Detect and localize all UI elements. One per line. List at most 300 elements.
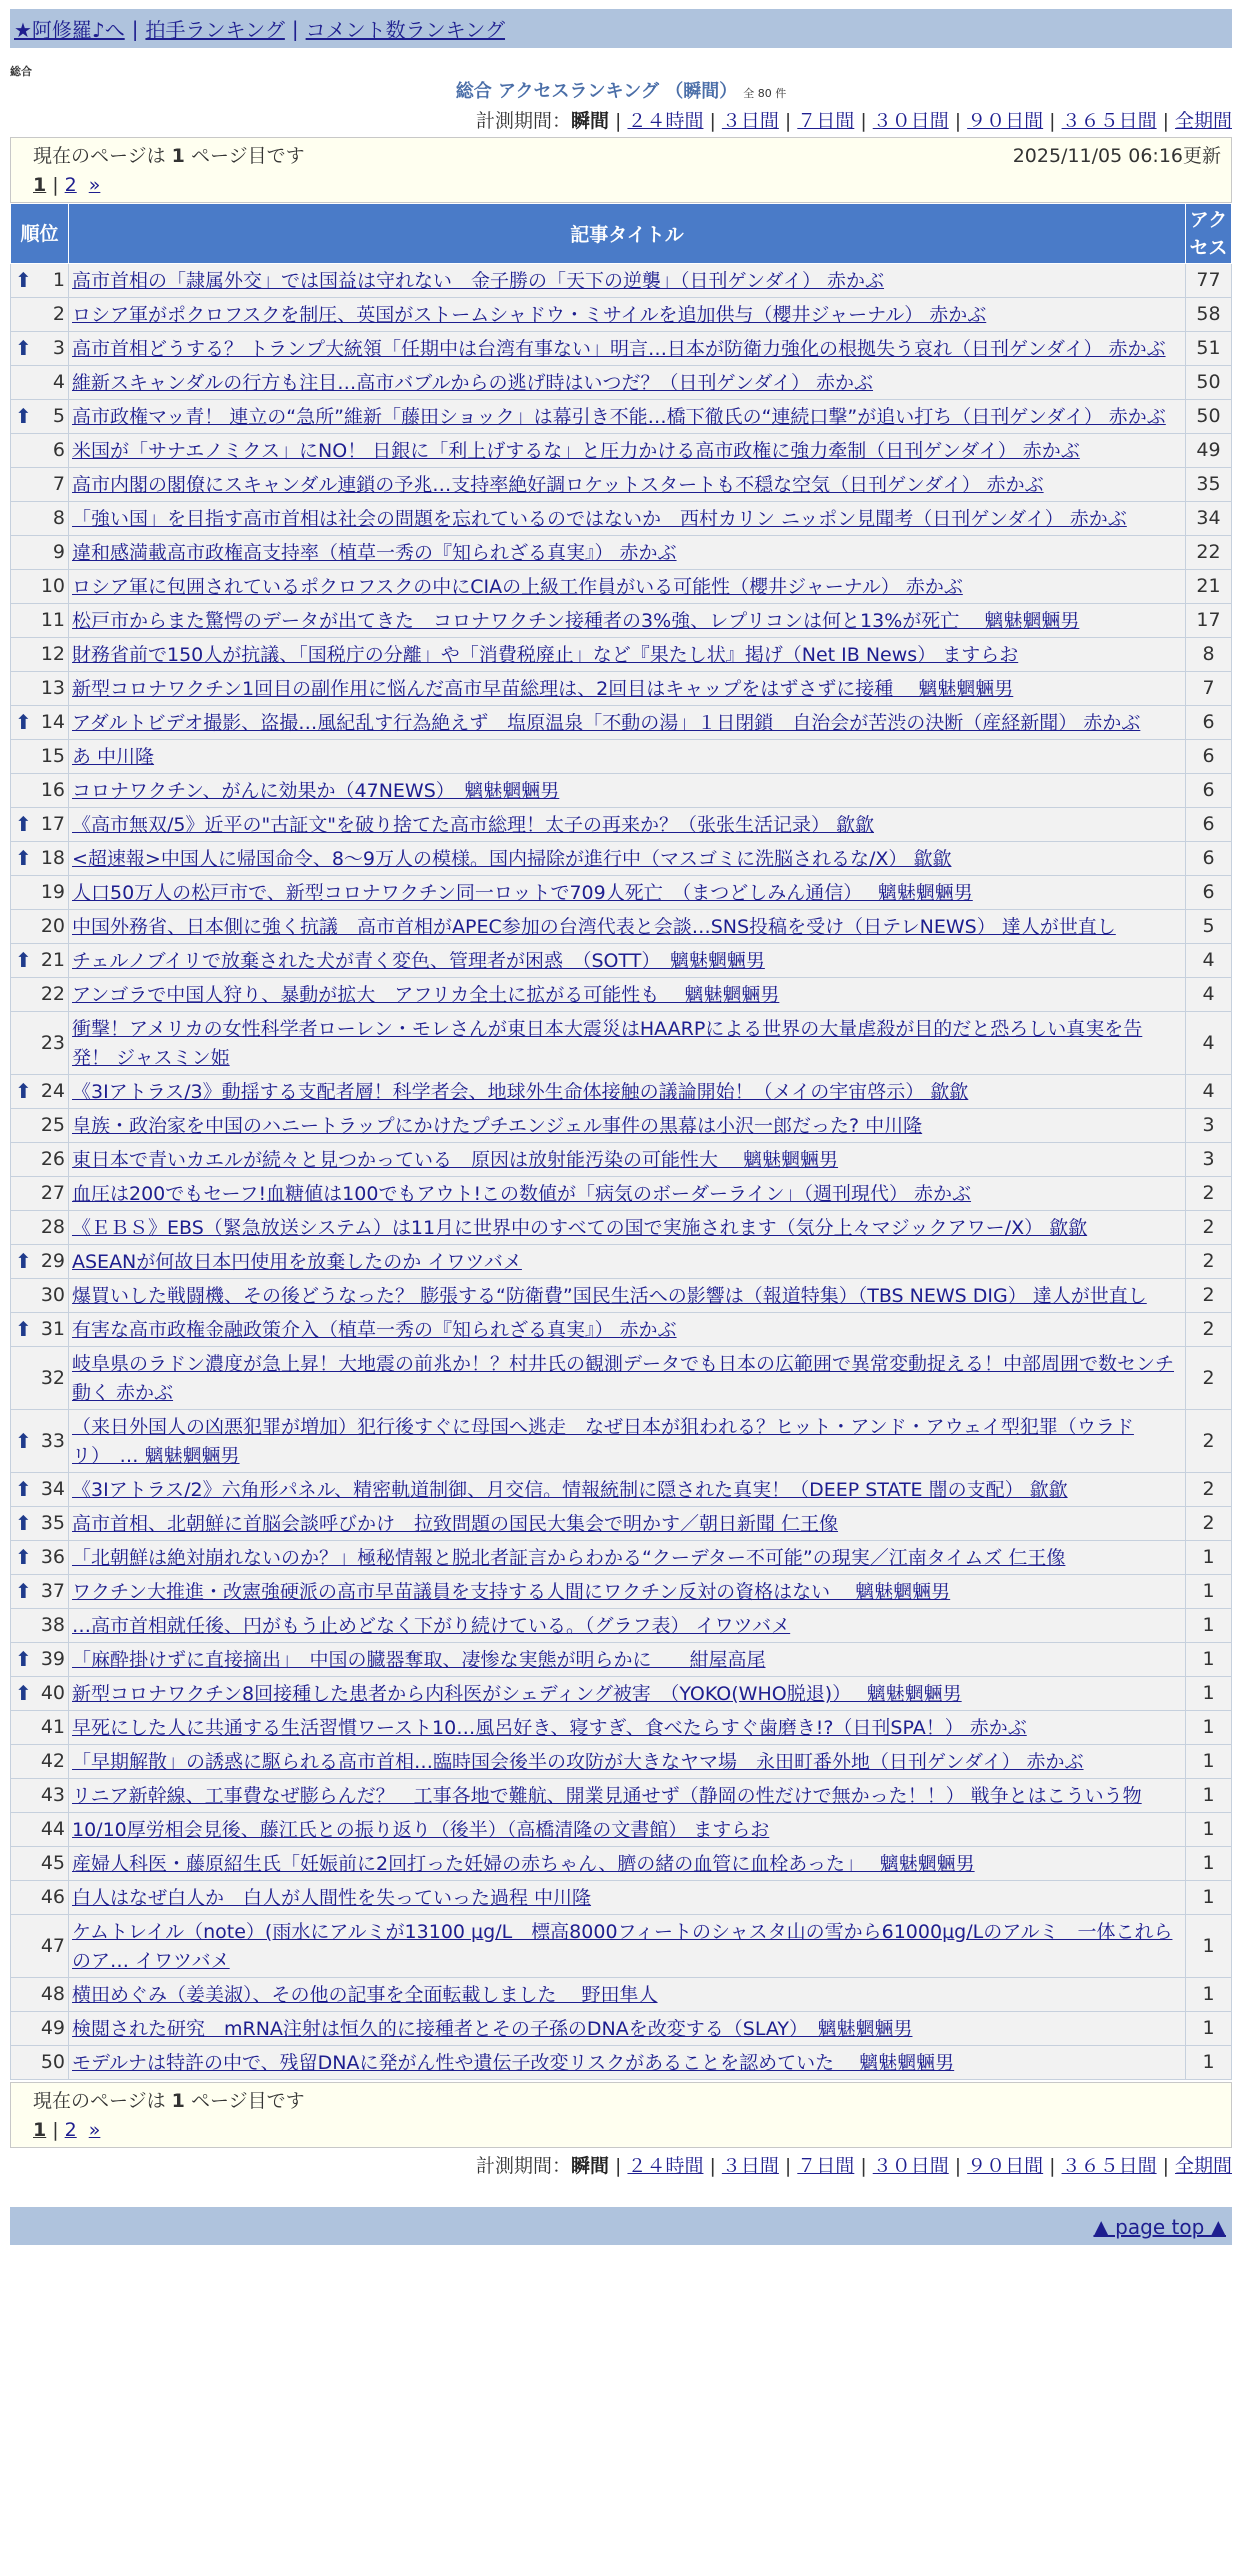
breadcrumb: 総合 [10,65,32,78]
period-label: 計測期間： [476,2155,572,2177]
access-count: 1 [1186,1643,1232,1677]
table-row [11,1245,1232,1279]
article-link[interactable]: 「早期解散」の誘惑に駆られる高市首相…臨時国会後半の攻防が大きなヤマ場 永田町番外地（日刊ゲンダイ） 赤かぶ [72,1751,1084,1773]
page-title-text: 総合 アクセスランキング （瞬間） [455,81,738,102]
rank-number: 22 [40,983,65,1005]
title-cell [69,468,1186,502]
updated-timestamp: 2025/11/05 06:16更新 [1012,145,1221,167]
rank-number: 36 [40,1546,65,1568]
rank-cell [11,1313,69,1347]
article-link[interactable]: 人口50万人の松戸市で、新型コロナワクチン同一ロットで709人死亡 （まつどしみん通信） 魑魅魍魎男 [72,882,973,904]
rank-cell [11,1847,69,1881]
period-label: 計測期間： [476,110,572,132]
rank-cell [11,1279,69,1313]
rank-number: 39 [40,1648,65,1670]
access-count: 3 [1186,1109,1232,1143]
title-cell [69,1813,1186,1847]
period-link[interactable]: ３６５日間 [1061,110,1157,132]
rank-number: 5 [52,405,65,427]
title-cell [69,1575,1186,1609]
rank-number: 41 [40,1716,65,1738]
title-cell [69,1847,1186,1881]
table-row [11,298,1232,332]
next-page-link[interactable]: » [88,174,101,196]
access-count: 6 [1186,706,1232,740]
period-separator: | [860,2155,867,2177]
rank-cell [11,1575,69,1609]
article-link[interactable]: 《3Iアトラス/3》動揺する支配者層！科学者会、地球外生命体接触の議論開始！（メイの宇宙啓示） 歙歙 [72,1081,969,1103]
period-current: 瞬間 [571,2155,610,2177]
rank-number: 20 [40,915,65,937]
access-count: 5 [1186,910,1232,944]
article-link[interactable]: 高市首相どうする？ トランプ大統領「任期中は台湾有事ない」明言…日本が防衛力強化の根拠失う哀れ（日刊ゲンダイ） 赤かぶ [72,338,1166,360]
article-link[interactable]: 皇族・政治家を中国のハニートラップにかけたプチエンジェル事件の黒幕は小沢一郎だった? 中川隆 [72,1115,923,1137]
article-link[interactable]: 東日本で青いカエルが続々と見つかっている 原因は放射能汚染の可能性大 魑魅魍魎男 [72,1149,839,1171]
access-count: 34 [1186,502,1232,536]
rank-number: 21 [40,949,65,971]
table-row [11,672,1232,706]
home-link[interactable]: ★阿修羅♪へ [14,18,125,42]
period-separator: | [860,110,867,132]
article-link[interactable]: あ 中川隆 [72,746,155,768]
access-count: 77 [1186,264,1232,298]
article-link[interactable]: モデルナは特許の中で、残留DNAに発がん性や遺伝子改変リスクがあることを認めていた 魑魅魍魎男 [72,2052,955,2074]
rank-cell [11,672,69,706]
title-cell [69,1012,1186,1075]
rank-number: 9 [52,541,65,563]
table-row [11,1012,1232,1075]
access-count: 7 [1186,672,1232,706]
article-link[interactable]: 財務省前で150人が抗議、「国税庁の分離」や「消費税廃止」など『果たし状』掲げ（Net IB News） ますらお [72,644,1019,666]
table-row [11,2012,1232,2046]
table-row [11,1609,1232,1643]
period-separator: | [1162,2155,1169,2177]
access-count: 1 [1186,1813,1232,1847]
title-cell [69,672,1186,706]
rank-number: 43 [40,1784,65,1806]
rank-number: 17 [40,813,65,835]
table-row [11,366,1232,400]
title-cell [69,1978,1186,2012]
table-row [11,1881,1232,1915]
period-link[interactable]: ９０日間 [967,2155,1044,2177]
table-row [11,638,1232,672]
access-count: 6 [1186,876,1232,910]
page-2-link[interactable]: 2 [64,2119,77,2141]
rank-number: 11 [40,609,65,631]
title-cell [69,264,1186,298]
period-separator: | [784,110,792,132]
period-link[interactable]: ２４時間 [627,2155,704,2177]
period-link[interactable]: ２４時間 [627,110,704,132]
comment-ranking-link[interactable]: コメント数ランキング [305,18,506,42]
next-page-link[interactable]: » [88,2119,101,2141]
title-cell [69,2046,1186,2080]
rank-number: 7 [52,473,65,495]
access-count: 1 [1186,1915,1232,1978]
table-row [11,1575,1232,1609]
rank-up-icon: ⬆ [15,1579,32,1603]
current-page-info: 現在のページは 1 ページ目です [33,145,305,167]
page-current: 1 [33,2119,47,2141]
rank-number: 6 [52,439,65,461]
rank-number: 25 [40,1114,65,1136]
title-cell [69,604,1186,638]
period-current: 瞬間 [571,110,610,132]
access-count: 50 [1186,400,1232,434]
table-row [11,1847,1232,1881]
ranking-table [10,203,1232,2080]
access-count: 1 [1186,1711,1232,1745]
article-link[interactable]: 中国外務省、日本側に強く抗議 高市首相がAPEC参加の台湾代表と会談…SNS投稿を受け（日テレNEWS） 達人が世直し [72,916,1116,938]
access-count: 17 [1186,604,1232,638]
article-link[interactable]: 早死にした人に共通する生活習慣ワースト10…風呂好き、寝すぎ、食べたらすぐ歯磨き!?（日刊SPA！） 赤かぶ [72,1717,1027,1739]
period-link[interactable]: ３０日間 [872,2155,949,2177]
title-cell [69,1410,1186,1473]
rank-number: 24 [40,1080,65,1102]
title-cell [69,944,1186,978]
access-count: 50 [1186,366,1232,400]
period-separator: | [709,110,716,132]
table-row [11,1075,1232,1109]
article-link[interactable]: ASEANが何故日本円使用を放棄したのか イワツバメ [72,1251,522,1273]
rank-cell [11,366,69,400]
table-row [11,842,1232,876]
access-count: 1 [1186,1978,1232,2012]
pagination-top [10,137,1232,203]
nav-separator: | [131,16,139,41]
table-row [11,1507,1232,1541]
period-separator: | [615,110,622,132]
title-column-header: 記事タイトル [69,204,1186,264]
article-link[interactable]: 白人はなぜ白人か 白人が人間性を失っていった過程 中川隆 [72,1887,592,1909]
rank-up-icon: ⬆ [15,268,32,292]
article-link[interactable]: 産婦人科医・藤原紹生氏「妊娠前に2回打った妊婦の赤ちゃん、臍の緒の血管に血栓あった」 魑魅魍魎男 [72,1853,975,1875]
rank-cell [11,1609,69,1643]
article-link[interactable]: 《ＥＢＳ》EBS（緊急放送システム）は11月に世界中のすべての国で実施されます（気分上々マジックアワー/X） 歙歙 [72,1217,1088,1239]
access-count: 22 [1186,536,1232,570]
article-link[interactable]: 「強い国」を目指す高市首相は社会の問題を忘れているのではないか 西村カリン ニッポン見聞考（日刊ゲンダイ） 赤かぶ [72,508,1127,530]
access-count: 2 [1186,1313,1232,1347]
access-count: 6 [1186,740,1232,774]
period-separator: | [954,110,962,132]
access-count: 6 [1186,808,1232,842]
rank-up-icon: ⬆ [15,336,32,360]
rank-cell [11,1745,69,1779]
title-cell [69,1779,1186,1813]
rank-cell [11,876,69,910]
access-count: 6 [1186,774,1232,808]
period-selector-bottom [10,2152,1232,2182]
rank-number: 49 [40,2017,65,2039]
rank-cell [11,842,69,876]
title-cell [69,910,1186,944]
rank-number: 48 [40,1983,65,2005]
article-link[interactable]: …高市首相就任後、円がもう止めどなく下がり続けている。（グラフ表） イワツバメ [72,1615,791,1637]
article-link[interactable]: 違和感満載高市政権高支持率（植草一秀の『知られざる真実』） 赤かぶ [72,542,677,564]
access-count: 1 [1186,2012,1232,2046]
title-cell [69,1643,1186,1677]
rank-cell [11,910,69,944]
period-link[interactable]: ３６５日間 [1061,2155,1157,2177]
rank-cell [11,1473,69,1507]
rank-number: 14 [40,711,65,733]
article-link[interactable]: 血圧は200でもセーフ!血糖値は100でもアウト!この数値が「病気のボーダーライン」（週刊現代） 赤かぶ [72,1183,972,1205]
table-row [11,502,1232,536]
page-title [10,77,1232,107]
table-row [11,1410,1232,1473]
period-link[interactable]: ３日間 [721,2155,779,2177]
access-count: 4 [1186,978,1232,1012]
rank-cell [11,1711,69,1745]
article-link[interactable]: 維新スキャンダルの行方も注目…高市バブルからの逃げ時はいつだ？（日刊ゲンダイ） 赤かぶ [72,372,874,394]
table-row [11,2046,1232,2080]
access-count: 2 [1186,1211,1232,1245]
table-row [11,570,1232,604]
table-row [11,1745,1232,1779]
table-row [11,536,1232,570]
article-link[interactable]: チェルノブイリで放棄された犬が青く変色、管理者が困惑 （SOTT） 魑魅魍魎男 [72,950,765,972]
page-top-link[interactable]: ▲ page top ▲ [1093,2215,1226,2239]
article-link[interactable]: 新型コロナワクチン8回接種した患者から内科医がシェディング被害 （YOKO(WHO脱退)） 魑魅魍魎男 [72,1683,962,1705]
article-link[interactable]: 高市政権マッ青！ 連立の“急所”維新「藤田ショック」は幕引き不能…橋下徹氏の“連続口撃”が追い打ち（日刊ゲンダイ） 赤かぶ [72,406,1166,428]
rank-up-icon: ⬆ [15,404,32,428]
article-link[interactable]: （来日外国人の凶悪犯罪が増加）犯行後すぐに母国へ逃走 なぜ日本が狙われる？ヒット・アンド・アウェイ型犯罪（ウラドリ） … 魑魅魍魎男 [72,1416,1134,1467]
item-count: 全 80 件 [743,87,787,100]
title-cell [69,1915,1186,1978]
rank-cell [11,1075,69,1109]
table-row [11,978,1232,1012]
article-link[interactable]: コロナワクチン、がんに効果か（47NEWS） 魑魅魍魎男 [72,780,560,802]
title-cell [69,1881,1186,1915]
rank-up-icon: ⬆ [15,1428,32,1453]
rank-number: 33 [40,1429,65,1452]
table-row [11,1279,1232,1313]
rank-cell [11,1881,69,1915]
table-row [11,434,1232,468]
access-count: 1 [1186,1745,1232,1779]
access-count: 1 [1186,1779,1232,1813]
access-count: 2 [1186,1245,1232,1279]
title-cell [69,1279,1186,1313]
access-column-header: アクセス [1186,204,1232,264]
rank-number: 38 [40,1614,65,1636]
period-link[interactable]: ３０日間 [872,110,949,132]
rank-number: 42 [40,1750,65,1772]
access-count: 1 [1186,1881,1232,1915]
rank-cell [11,400,69,434]
rank-up-icon: ⬆ [15,948,32,972]
rank-cell [11,468,69,502]
table-row [11,1779,1232,1813]
article-link[interactable]: ワクチン大推進・改憲強硬派の高市早苗議員を支持する人間にワクチン反対の資格はない 魑魅魍魎男 [72,1581,951,1603]
title-cell [69,1177,1186,1211]
rank-number: 4 [52,371,65,393]
table-row [11,400,1232,434]
rank-number: 3 [52,337,65,359]
rank-cell [11,1541,69,1575]
rank-cell [11,1410,69,1473]
period-link[interactable]: ７日間 [797,110,855,132]
rank-cell [11,1143,69,1177]
article-link[interactable]: 「麻酔掛けずに直接摘出」 中国の臓器奪取、凄惨な実態が明らかに 紺屋高尾 [72,1649,766,1671]
rank-number: 8 [52,507,65,529]
access-count: 58 [1186,298,1232,332]
article-link[interactable]: 10/10厚労相会見後、藤江氏との振り返り（後半）（高橋清隆の文書館） ますらお [72,1819,770,1841]
access-count: 1 [1186,1847,1232,1881]
article-link[interactable]: 有害な高市政権金融政策介入（植草一秀の『知られざる真実』） 赤かぶ [72,1319,677,1341]
access-count: 4 [1186,944,1232,978]
title-cell [69,1711,1186,1745]
rank-cell [11,434,69,468]
rank-number: 10 [40,575,65,597]
article-link[interactable]: 新型コロナワクチン1回目の副作用に悩んだ高市早苗総理は、2回目はキャップをはずさずに接種 魑魅魍魎男 [72,678,1014,700]
article-link[interactable]: 衝撃！アメリカの女性科学者ローレン・モレさんが東日本大震災はHAARPによる世界の大量虐殺が目的だと恐ろしい真実を告発！ ジャスミン姫 [72,1018,1143,1069]
page-current: 1 [33,174,47,196]
nav-separator: | [291,16,299,41]
title-cell [69,1745,1186,1779]
table-row [11,1915,1232,1978]
period-selector-top [10,107,1232,137]
period-link[interactable]: 全期間 [1174,110,1232,132]
article-link[interactable]: 「北朝鮮は絶対崩れないのか？」極秘情報と脱北者証言からわかる“クーデター不可能”の現実／江南タイムズ 仁王像 [72,1547,1066,1569]
rank-number: 29 [40,1250,65,1272]
rank-cell [11,1813,69,1847]
title-cell [69,1609,1186,1643]
article-link[interactable]: <超速報>中国人に帰国命令、8～9万人の模様。国内掃除が進行中（マスゴミに洗脳されるな/X） 歙歙 [72,848,952,870]
table-row [11,1211,1232,1245]
title-cell [69,1507,1186,1541]
rank-cell [11,2012,69,2046]
title-cell [69,1347,1186,1410]
article-link[interactable]: アンゴラで中国人狩り、暴動が拡大 アフリカ全土に拡がる可能性も 魑魅魍魎男 [72,984,780,1006]
rank-number: 26 [40,1148,65,1170]
access-count: 1 [1186,1609,1232,1643]
article-link[interactable]: 《3Iアトラス/2》六角形パネル、精密軌道制御、月交信。情報統制に隠された真実！（DEEP STATE 闇の支配） 歙歙 [72,1479,1068,1501]
rank-number: 47 [40,1934,65,1957]
top-nav-bar [10,9,1232,48]
article-link[interactable]: 松戸市からまた驚愕のデータが出てきた コロナワクチン接種者の3%強、レプリコンは何と13%が死亡 魑魅魍魎男 [72,610,1080,632]
page-links: 1 | 2 » [33,174,101,196]
article-link[interactable]: 《高市無双/5》近平の"古証文"を破り捨てた高市総理！太子の再来か？（张张生活记录） 歙歙 [72,814,875,836]
table-row [11,1313,1232,1347]
table-row [11,774,1232,808]
article-link[interactable]: 岐阜県のラドン濃度が急上昇！大地震の前兆か！？村井氏の観測データでも日本の広範囲で異常変動捉える！中部周囲で数センチ動く 赤かぶ [72,1353,1175,1404]
table-row [11,1813,1232,1847]
period-link[interactable]: 全期間 [1174,2155,1232,2177]
rank-up-icon: ⬆ [15,1249,32,1273]
rank-cell [11,502,69,536]
article-link[interactable]: リニア新幹線、工事費なぜ膨らんだ？ 工事各地で難航、開業見通せず（静岡の性だけで無かった！！） 戦争とはこういう物 [72,1785,1142,1807]
rank-cell [11,1677,69,1711]
rank-cell [11,1012,69,1075]
table-row [11,1978,1232,2012]
article-link[interactable]: ロシア軍に包囲されているポクロフスクの中にCIAの上級工作員がいる可能性（櫻井ジャーナル） 赤かぶ [72,576,963,598]
period-link[interactable]: ９０日間 [967,110,1044,132]
rank-number: 12 [40,643,65,665]
rank-number: 30 [40,1284,65,1306]
table-row [11,1473,1232,1507]
period-separator: | [784,2155,792,2177]
rank-cell [11,604,69,638]
table-row [11,876,1232,910]
article-link[interactable]: 爆買いした戦闘機、その後どうなった？ 膨張する“防衛費”国民生活への影響は（報道特集）（TBS NEWS DIG） 達人が世直し [72,1285,1147,1307]
rank-cell [11,706,69,740]
rank-cell [11,1109,69,1143]
table-row [11,740,1232,774]
rank-up-icon: ⬆ [15,1079,32,1103]
clap-ranking-link[interactable]: 拍手ランキング [145,18,285,42]
article-link[interactable]: 米国が「サナエノミクス」にNO！ 日銀に「利上げするな」と圧力かける高市政権に強力牽制（日刊ゲンダイ） 赤かぶ [72,440,1080,462]
rank-up-icon: ⬆ [15,846,32,870]
access-count: 1 [1186,2046,1232,2080]
article-link[interactable]: 高市首相の「隷属外交」では国益は守れない 金子勝の「天下の逆襲」（日刊ゲンダイ） 赤かぶ [72,270,885,292]
article-link[interactable]: 高市首相、北朝鮮に首脳会談呼びかけ 拉致問題の国民大集会で明かす／朝日新聞 仁王像 [72,1513,839,1535]
footer-bar [10,2207,1232,2245]
rank-cell [11,2046,69,2080]
title-cell [69,638,1186,672]
article-link[interactable]: ケムトレイル（note）(雨水にアルミが13100 μg/L 標高8000フィートのシャスタ山の雪から61000μg/Lのアルミ 一体これらのア… イワツバメ [72,1921,1173,1972]
period-separator: | [1049,2155,1056,2177]
access-count: 51 [1186,332,1232,366]
title-cell [69,978,1186,1012]
period-separator: | [1049,110,1056,132]
access-count: 6 [1186,842,1232,876]
access-count: 2 [1186,1347,1232,1410]
period-separator: | [615,2155,622,2177]
rank-number: 23 [40,1031,65,1054]
period-link[interactable]: ３日間 [721,110,779,132]
rank-cell [11,536,69,570]
access-count: 4 [1186,1012,1232,1075]
title-cell [69,400,1186,434]
rank-cell [11,944,69,978]
article-link[interactable]: 検閲された研究 mRNA注射は恒久的に接種者とその子孫のDNAを改変する（SLAY） 魑魅魍魎男 [72,2018,913,2040]
rank-cell [11,1347,69,1410]
article-link[interactable]: ロシア軍がポクロフスクを制圧、英国がストームシャドウ・ミサイルを追加供与（櫻井ジャーナル） 赤かぶ [72,304,987,326]
access-count: 1 [1186,1677,1232,1711]
rank-number: 50 [40,2051,65,2073]
period-link[interactable]: ７日間 [797,2155,855,2177]
rank-up-icon: ⬆ [15,1545,32,1569]
page-2-link[interactable]: 2 [64,174,77,196]
rank-number: 13 [40,677,65,699]
rank-cell [11,1915,69,1978]
title-cell [69,1143,1186,1177]
article-link[interactable]: 高市内閣の閣僚にスキャンダル連鎖の予兆…支持率絶好調ロケットスタートも不穏な空気（日刊ゲンダイ） 赤かぶ [72,474,1044,496]
rank-up-icon: ⬆ [15,1511,32,1535]
title-cell [69,1245,1186,1279]
article-link[interactable]: 横田めぐみ（姜美淑）、その他の記事を全面転載しました 野田隼人 [72,1984,658,2006]
access-count: 49 [1186,434,1232,468]
rank-up-icon: ⬆ [15,1477,32,1501]
table-row [11,604,1232,638]
rank-up-icon: ⬆ [15,812,32,836]
title-cell [69,706,1186,740]
table-row [11,1347,1232,1410]
current-page-info-bottom: 現在のページは 1 ページ目です [33,2090,305,2112]
title-cell [69,332,1186,366]
title-cell [69,2012,1186,2046]
rank-cell [11,1643,69,1677]
title-cell [69,1109,1186,1143]
access-count: 8 [1186,638,1232,672]
article-link[interactable]: アダルトビデオ撮影、盗撮…風紀乱す行為絶えず 塩原温泉「不動の湯」１日閉鎖 自治会が苦渋の決断（産経新聞） 赤かぶ [72,712,1141,734]
table-row [11,468,1232,502]
title-cell [69,808,1186,842]
rank-number: 40 [40,1682,65,1704]
rank-up-icon: ⬆ [15,1317,32,1341]
